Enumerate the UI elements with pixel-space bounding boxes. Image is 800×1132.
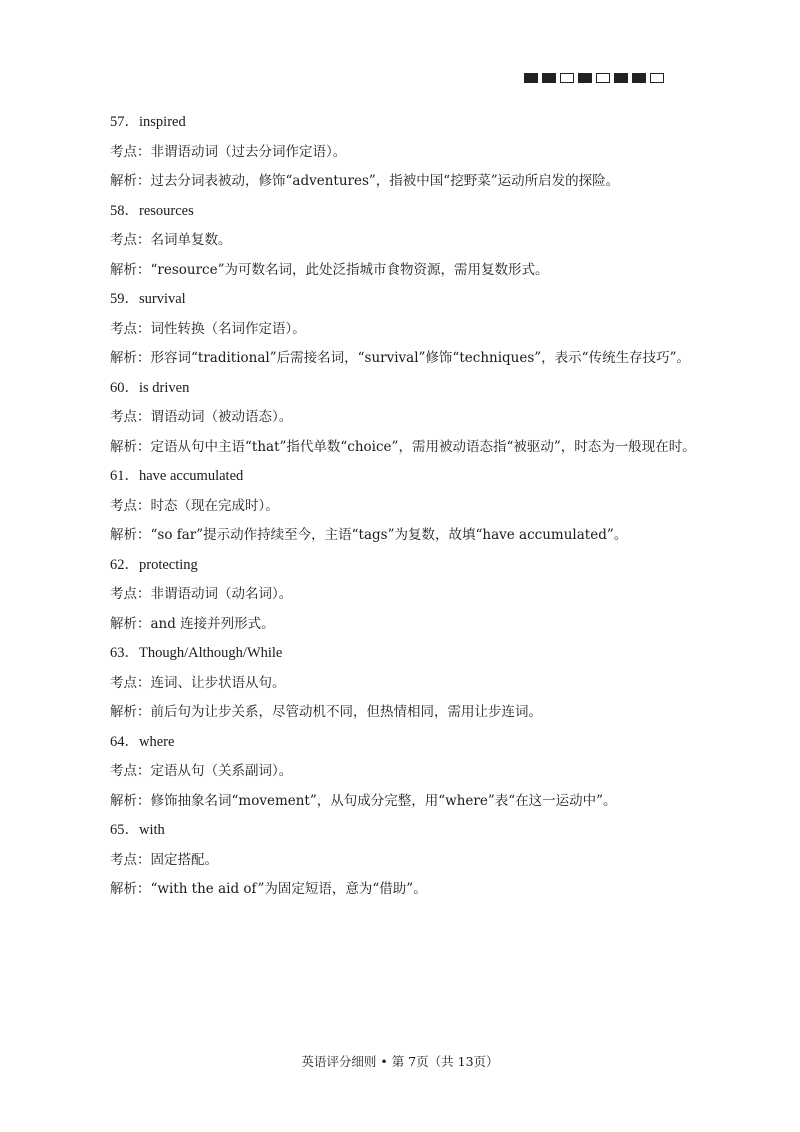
header-mark xyxy=(542,73,556,83)
header-mark xyxy=(632,73,646,83)
test-point: 考点：定语从句（关系副词）。 xyxy=(110,763,293,779)
analysis-text: 解析：形容词“traditional”后需接名词，“survival”修饰“techniques”，表示“传统生存技巧”。 xyxy=(110,350,690,366)
test-point: 考点：非谓语动词（过去分词作定语）。 xyxy=(110,143,347,160)
test-point: 考点：谓语动词（被动语态）。 xyxy=(110,409,293,425)
answer-heading: 65．with xyxy=(110,822,165,838)
answer-heading: 58．resources xyxy=(110,202,194,219)
analysis-text: 解析：前后句为让步关系，尽管动机不同，但热情相同，需用让步连词。 xyxy=(110,704,542,720)
header-mark xyxy=(578,73,592,83)
answer-heading: 57．inspired xyxy=(110,114,186,130)
answer-heading: 59．survival xyxy=(110,291,186,307)
header-mark xyxy=(560,73,574,83)
analysis-text: 解析：and 连接并列形式。 xyxy=(110,615,275,632)
answer-heading: 61．have accumulated xyxy=(110,468,244,484)
test-point: 考点：名词单复数。 xyxy=(110,232,232,248)
test-point: 考点：连词、让步状语从句。 xyxy=(110,674,286,691)
header-mark xyxy=(596,73,610,83)
test-point: 考点：非谓语动词（动名词）。 xyxy=(110,586,293,602)
header-mark xyxy=(524,73,538,83)
page-footer: 英语评分细则 • 第 7页（共 13页） xyxy=(301,1054,499,1069)
answer-heading: 62．protecting xyxy=(110,556,198,573)
answer-heading: 64．where xyxy=(110,733,175,750)
analysis-text: 解析：“resource”为可数名词，此处泛指城市食物资源，需用复数形式。 xyxy=(110,261,549,278)
header-mark xyxy=(650,73,664,83)
answer-heading: 60．is driven xyxy=(110,379,190,396)
header-marks xyxy=(524,73,664,83)
answer-key-content xyxy=(110,108,700,905)
answer-heading: 63．Though/Although/While xyxy=(110,645,283,661)
analysis-text: 解析：“with the aid of”为固定短语，意为“借助”。 xyxy=(110,881,427,897)
header-mark xyxy=(614,73,628,83)
test-point: 考点：词性转换（名词作定语）。 xyxy=(110,320,306,337)
analysis-text: 解析：过去分词表被动，修饰“adventures”，指被中国“挖野菜”运动所启发的探险。 xyxy=(110,173,620,189)
test-point: 考点：固定搭配。 xyxy=(110,851,218,868)
test-point: 考点：时态（现在完成时）。 xyxy=(110,497,279,514)
analysis-text: 解析：“so far”提示动作持续至今，主语“tags”为复数，故填“have accumulated”。 xyxy=(110,527,628,543)
analysis-text: 解析：定语从句中主语“that”指代单数“choice”，需用被动语态指“被驱动”，时态为一般现在时。 xyxy=(110,438,696,455)
analysis-text: 解析：修饰抽象名词“movement”，从句成分完整，用“where”表“在这一运动中”。 xyxy=(110,792,617,809)
